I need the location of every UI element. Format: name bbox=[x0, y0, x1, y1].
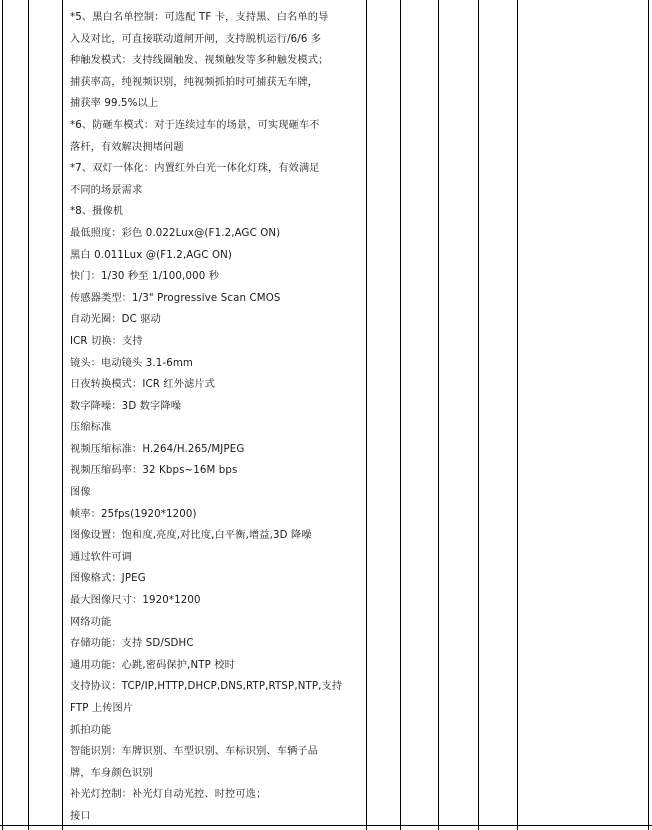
spec-line: 图像格式：JPEG bbox=[70, 573, 146, 585]
spec-line: *7、双灯一体化：内置红外白光一体化灯珠，有效满足 bbox=[70, 163, 320, 175]
spec-line: 黑白 0.011Lux @(F1.2,AGC ON) bbox=[70, 249, 233, 261]
spec-line: 镜头：电动镜头 3.1-6mm bbox=[70, 357, 194, 369]
column-border bbox=[62, 0, 63, 830]
spec-line: *5、黑白名单控制：可选配 TF 卡，支持黑、白名单的导 bbox=[70, 12, 329, 23]
spec-line: 图像设置：饱和度,亮度,对比度,白平衡,增益,3D 降噪 bbox=[70, 530, 312, 542]
spec-line: 图像 bbox=[70, 487, 91, 499]
column-border bbox=[517, 0, 518, 830]
column-border bbox=[400, 0, 401, 830]
column-border bbox=[438, 0, 439, 830]
spec-line: 抓拍功能 bbox=[70, 724, 112, 736]
spec-line: 视频压缩码率：32 Kbps~16M bps bbox=[70, 465, 238, 477]
column-border bbox=[28, 0, 29, 830]
specification-cell bbox=[70, 7, 360, 828]
spec-line: 捕获率 99.5%以上 bbox=[70, 98, 159, 110]
column-border bbox=[648, 0, 649, 830]
spec-line: 视频压缩标准：H.264/H.265/MJPEG bbox=[70, 443, 245, 455]
spec-line: 传感器类型：1/3" Progressive Scan CMOS bbox=[70, 292, 281, 304]
spec-line: FTP 上传图片 bbox=[70, 703, 134, 714]
spec-line: 网络功能 bbox=[70, 616, 112, 628]
spec-line: 落杆，有效解决拥堵问题 bbox=[70, 141, 184, 153]
spec-line: 自动光圈：DC 驱动 bbox=[70, 314, 162, 326]
spec-line: 补光灯控制：补光灯自动光控、时控可选； bbox=[70, 789, 267, 801]
spec-line: *8、摄像机 bbox=[70, 206, 124, 218]
spec-line: 支持协议：TCP/IP,HTTP,DHCP,DNS,RTP,RTSP,NTP,支持 bbox=[70, 681, 343, 693]
spec-line: *6、防砸车模式：对于连续过车的场景，可实现砸车不 bbox=[70, 119, 320, 131]
spec-line: 帧率：25fps(1920*1200) bbox=[70, 508, 197, 520]
spec-line: 种触发模式：支持线圈触发、视频触发等多种触发模式； bbox=[70, 55, 329, 67]
spec-line: 通过软件可调 bbox=[70, 551, 133, 563]
spec-line: 最低照度：彩色 0.022Lux@(F1.2,AGC ON) bbox=[70, 227, 281, 239]
spec-line: 牌，车身颜色识别 bbox=[70, 767, 153, 779]
spec-line: 通用功能：心跳,密码保护,NTP 校时 bbox=[70, 659, 235, 671]
column-border bbox=[478, 0, 479, 830]
spec-line: 不同的场景需求 bbox=[70, 184, 143, 196]
spec-line: 日夜转换模式：ICR 红外滤片式 bbox=[70, 379, 216, 391]
spec-line: 捕获率高，纯视频识别，纯视频抓拍时可捕获无车牌， bbox=[70, 76, 319, 88]
spec-line: 快门：1/30 秒至 1/100,000 秒 bbox=[70, 271, 220, 283]
column-border bbox=[366, 0, 367, 830]
spec-line: 数字降噪：3D 数字降噪 bbox=[70, 400, 182, 412]
spec-line: 存储功能：支持 SD/SDHC bbox=[70, 638, 194, 650]
spec-line: 接口 bbox=[70, 810, 91, 822]
spec-line: 压缩标准 bbox=[70, 422, 112, 434]
spec-line: 最大图像尺寸：1920*1200 bbox=[70, 595, 201, 607]
spec-line: 入及对比，可直接联动道闸开闸，支持脱机运行/6/6 多 bbox=[70, 33, 322, 45]
column-border bbox=[2, 0, 3, 830]
spec-line: ICR 切换：支持 bbox=[70, 335, 143, 347]
spec-line: 智能识别：车牌识别、车型识别、车标识别、车辆子品 bbox=[70, 746, 319, 758]
